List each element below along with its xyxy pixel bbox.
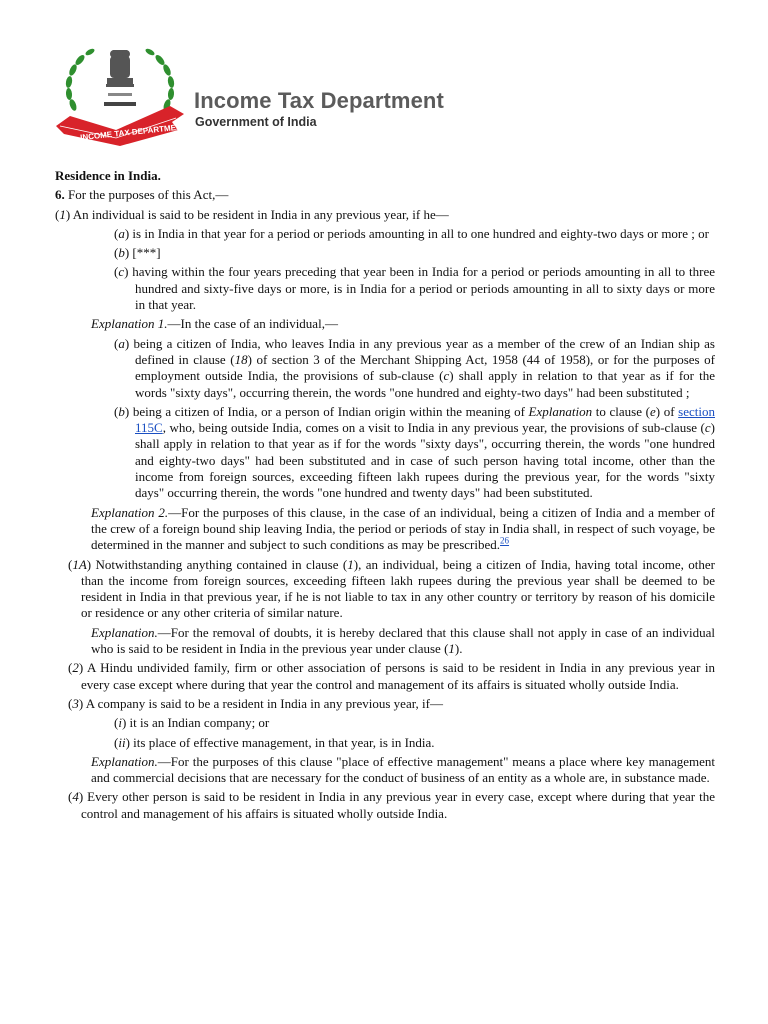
section-6-intro: 6. For the purposes of this Act,— (55, 187, 229, 203)
explanation-1-b: (b) being a citizen of India, or a person of Indian origin within the meaning of Explanation to clause (e) of section 115C, who, being outside India, comes on a visit to India in any previous year, the provisions of sub-clause (c) shall apply in relation to that year as if for the words "sixty days", occurring therein, the words "one hundred and eighty-two days" had been substituted and in case of such person having total income, other than the income from foreign sources, exceeding fifteen lakh rupees during the previous year, for the words "sixty days" occurring therein, the words "one hundred and twenty days" had been substituted. (114, 403, 715, 501)
clause-3-ii: (ii) its place of effective management, in that year, is in India. (114, 734, 435, 750)
clause-1-a: (a) is in India in that year for a period or periods amounting in all to one hundred and eighty-two days or more ; or (114, 225, 709, 241)
clause-1: (1) An individual is said to be resident in India in any previous year, if he— (55, 206, 449, 222)
section-title: Residence in India. (55, 168, 161, 183)
document-body (55, 168, 715, 825)
section-115c-link[interactable]: section 115C (135, 403, 715, 436)
explanation-3: Explanation.—For the purposes of this clause "place of effective management" means a place where key management and commercial decisions that are necessary for the conduct of business of an entity as a whole are, in substance made. (91, 753, 715, 786)
explanation-2: Explanation 2.—For the purposes of this clause, in the case of an individual, being a citizen of India and a member of the crew of a foreign bound ship leaving India, the period or periods of stay in India shall, in respect of such voyage, be determined in the manner and subject to such conditions as may be prescribed.$^{26}$ (91, 504, 715, 553)
explanation-1-a: (a) being a citizen of India, who leaves India in any previous year as a member of the crew of an Indian ship as defined in clause (18) of section 3 of the Merchant Shipping Act, 1958 (44 of 1958), or for the purposes of employment outside India, the provisions of sub-clause (c) shall apply in relation to that year as if for the words "sixty days", occurring therein, the words "one hundred and eighty-two days" had been substituted ; (114, 335, 716, 400)
department-name: Income Tax Department (194, 88, 444, 113)
clause-3-i: (i) it is an Indian company; or (114, 715, 270, 731)
income-tax-emblem-logo (50, 38, 190, 148)
explanation-1A: Explanation.—For the removal of doubts, it is hereby declared that this clause shall not apply in case of an individual who is said to be resident in India in the previous year under clause (1). (91, 624, 715, 657)
government-name: Government of India (195, 115, 317, 129)
clause-1-b: (b) [***] (114, 245, 161, 261)
clause-1-c: (c) having within the four years preceding that year been in India for a period or periods amounting in all to three hundred and sixty-five days or more, is in India for a period or periods amounting in all to sixty days or more in that year. (114, 264, 715, 313)
clause-4: (4) Every other person is said to be resident in India in any previous year in every case, except where during that year the control and management of his affairs is situated wholly outside India. (68, 789, 715, 821)
page-header (50, 38, 730, 156)
clause-3: (3) A company is said to be a resident in India in any previous year, if— (68, 695, 443, 711)
clause-1A: (1A) Notwithstanding anything contained in clause (1), an individual, being a citizen of India, having total income, other than the income from foreign sources, exceeding fifteen lakh rupees during the previous year shall be deemed to be resident in India in that previous year, if he is not liable to tax in any other country or territory by reason of his domicile or residence or any other criteria of similar nature. (68, 556, 715, 621)
clause-2: (2) A Hindu undivided family, firm or other association of persons is said to be resident in India in any previous year in every case except where during that year the control and management of its affairs is situated wholly outside India. (68, 660, 715, 692)
explanation-1: Explanation 1.—In the case of an individual,— (91, 316, 338, 332)
svg-text:INCOME TAX DEPARTMENT: INCOME TAX DEPARTMENT (79, 122, 187, 143)
footnote-26-link[interactable]: 26 (500, 535, 510, 546)
